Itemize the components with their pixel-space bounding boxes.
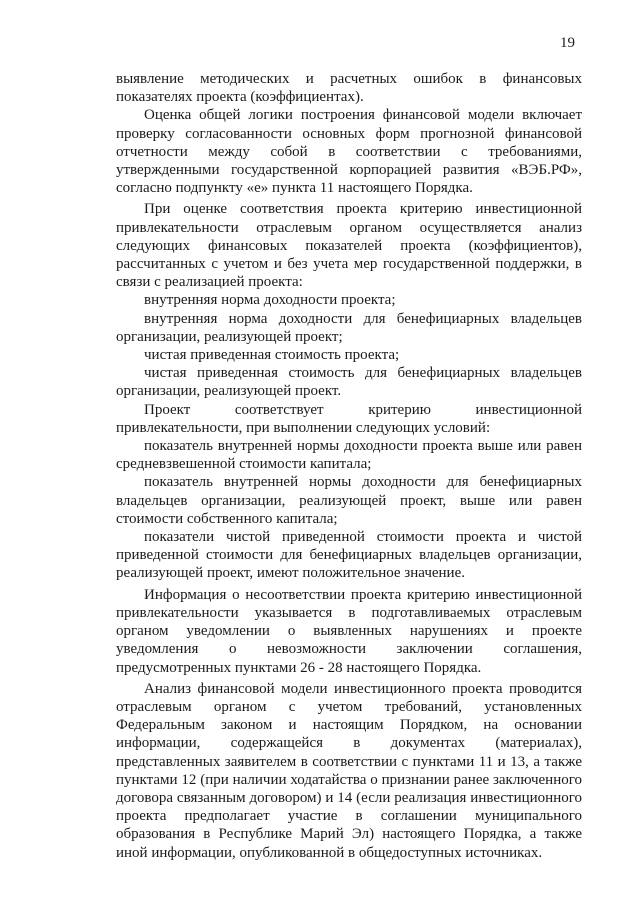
paragraph: Оценка общей логики построения финансовой модели включает проверку согласованности основных форм прогнозной финансовой отчетности между собой в соответствии с требованиями, утвержденными государственной корпорацией развития «ВЭБ.РФ», согласно подпункту «е» пункта 11 настоящего Порядка. bbox=[116, 107, 582, 197]
paragraph: Проект соответствует критерию инвестиционной привлекательности, при выполнении следующих условий: bbox=[116, 401, 582, 436]
list-item: показатель внутренней нормы доходности проекта выше или равен средневзвешенной стоимости капитала; bbox=[116, 438, 582, 473]
page-number: 19 bbox=[560, 35, 575, 51]
paragraph: При оценке соответствия проекта критерию инвестиционной привлекательности отраслевым органом осуществляется анализ следующих финансовых показателей проекта (коэффициентов), рассчитанных с учетом и без учета мер государственной поддержки, в связи с реализацией проекта: bbox=[116, 201, 582, 291]
paragraph: Информация о несоответствии проекта критерию инвестиционной привлекательности указывается в подготавливаемых отраслевым органом уведомлении о выявленных нарушениях и проекте уведомления о невозможности заключении соглашения, предусмотренных пунктами 26 - 28 настоящего Порядка. bbox=[116, 586, 582, 676]
list-item: чистая приведенная стоимость проекта; bbox=[144, 347, 400, 364]
list-item: показатели чистой приведенной стоимости проекта и чистой приведенной стоимости для бенефициарных владельцев организации, реализующей проект, имеют положительное значение. bbox=[116, 529, 582, 582]
list-item: внутренняя норма доходности для бенефициарных владельцев организации, реализующей проект; bbox=[116, 310, 582, 345]
paragraph: выявление методических и расчетных ошибок в финансовых показателях проекта (коэффициентах). bbox=[116, 71, 582, 106]
list-item: чистая приведенная стоимость для бенефициарных владельцев организации, реализующей проект. bbox=[116, 365, 582, 400]
document-body bbox=[116, 70, 582, 862]
paragraph: Анализ финансовой модели инвестиционного проекта проводится отраслевым органом с учетом требований, установленных Федеральным законом и настоящим Порядком, на основании информации, содержащейся в документах (материалах), представленных заявителем в соответствии с пунктами 11 и 13, а также пунктами 12 (при наличии ходатайства о признании ранее заключенного договора связанным договором) и 14 (если реализация инвестиционного проекта предполагает участие в соглашении муниципального образования в Республике Марий Эл) настоящего Порядка, а также иной информации, опубликованной в общедоступных источниках. bbox=[116, 680, 582, 861]
list-item: внутренняя норма доходности проекта; bbox=[144, 292, 396, 309]
list-item: показатель внутренней нормы доходности для бенефициарных владельцев организации, реализующей проект, выше или равен стоимости собственного капитала; bbox=[116, 474, 582, 527]
